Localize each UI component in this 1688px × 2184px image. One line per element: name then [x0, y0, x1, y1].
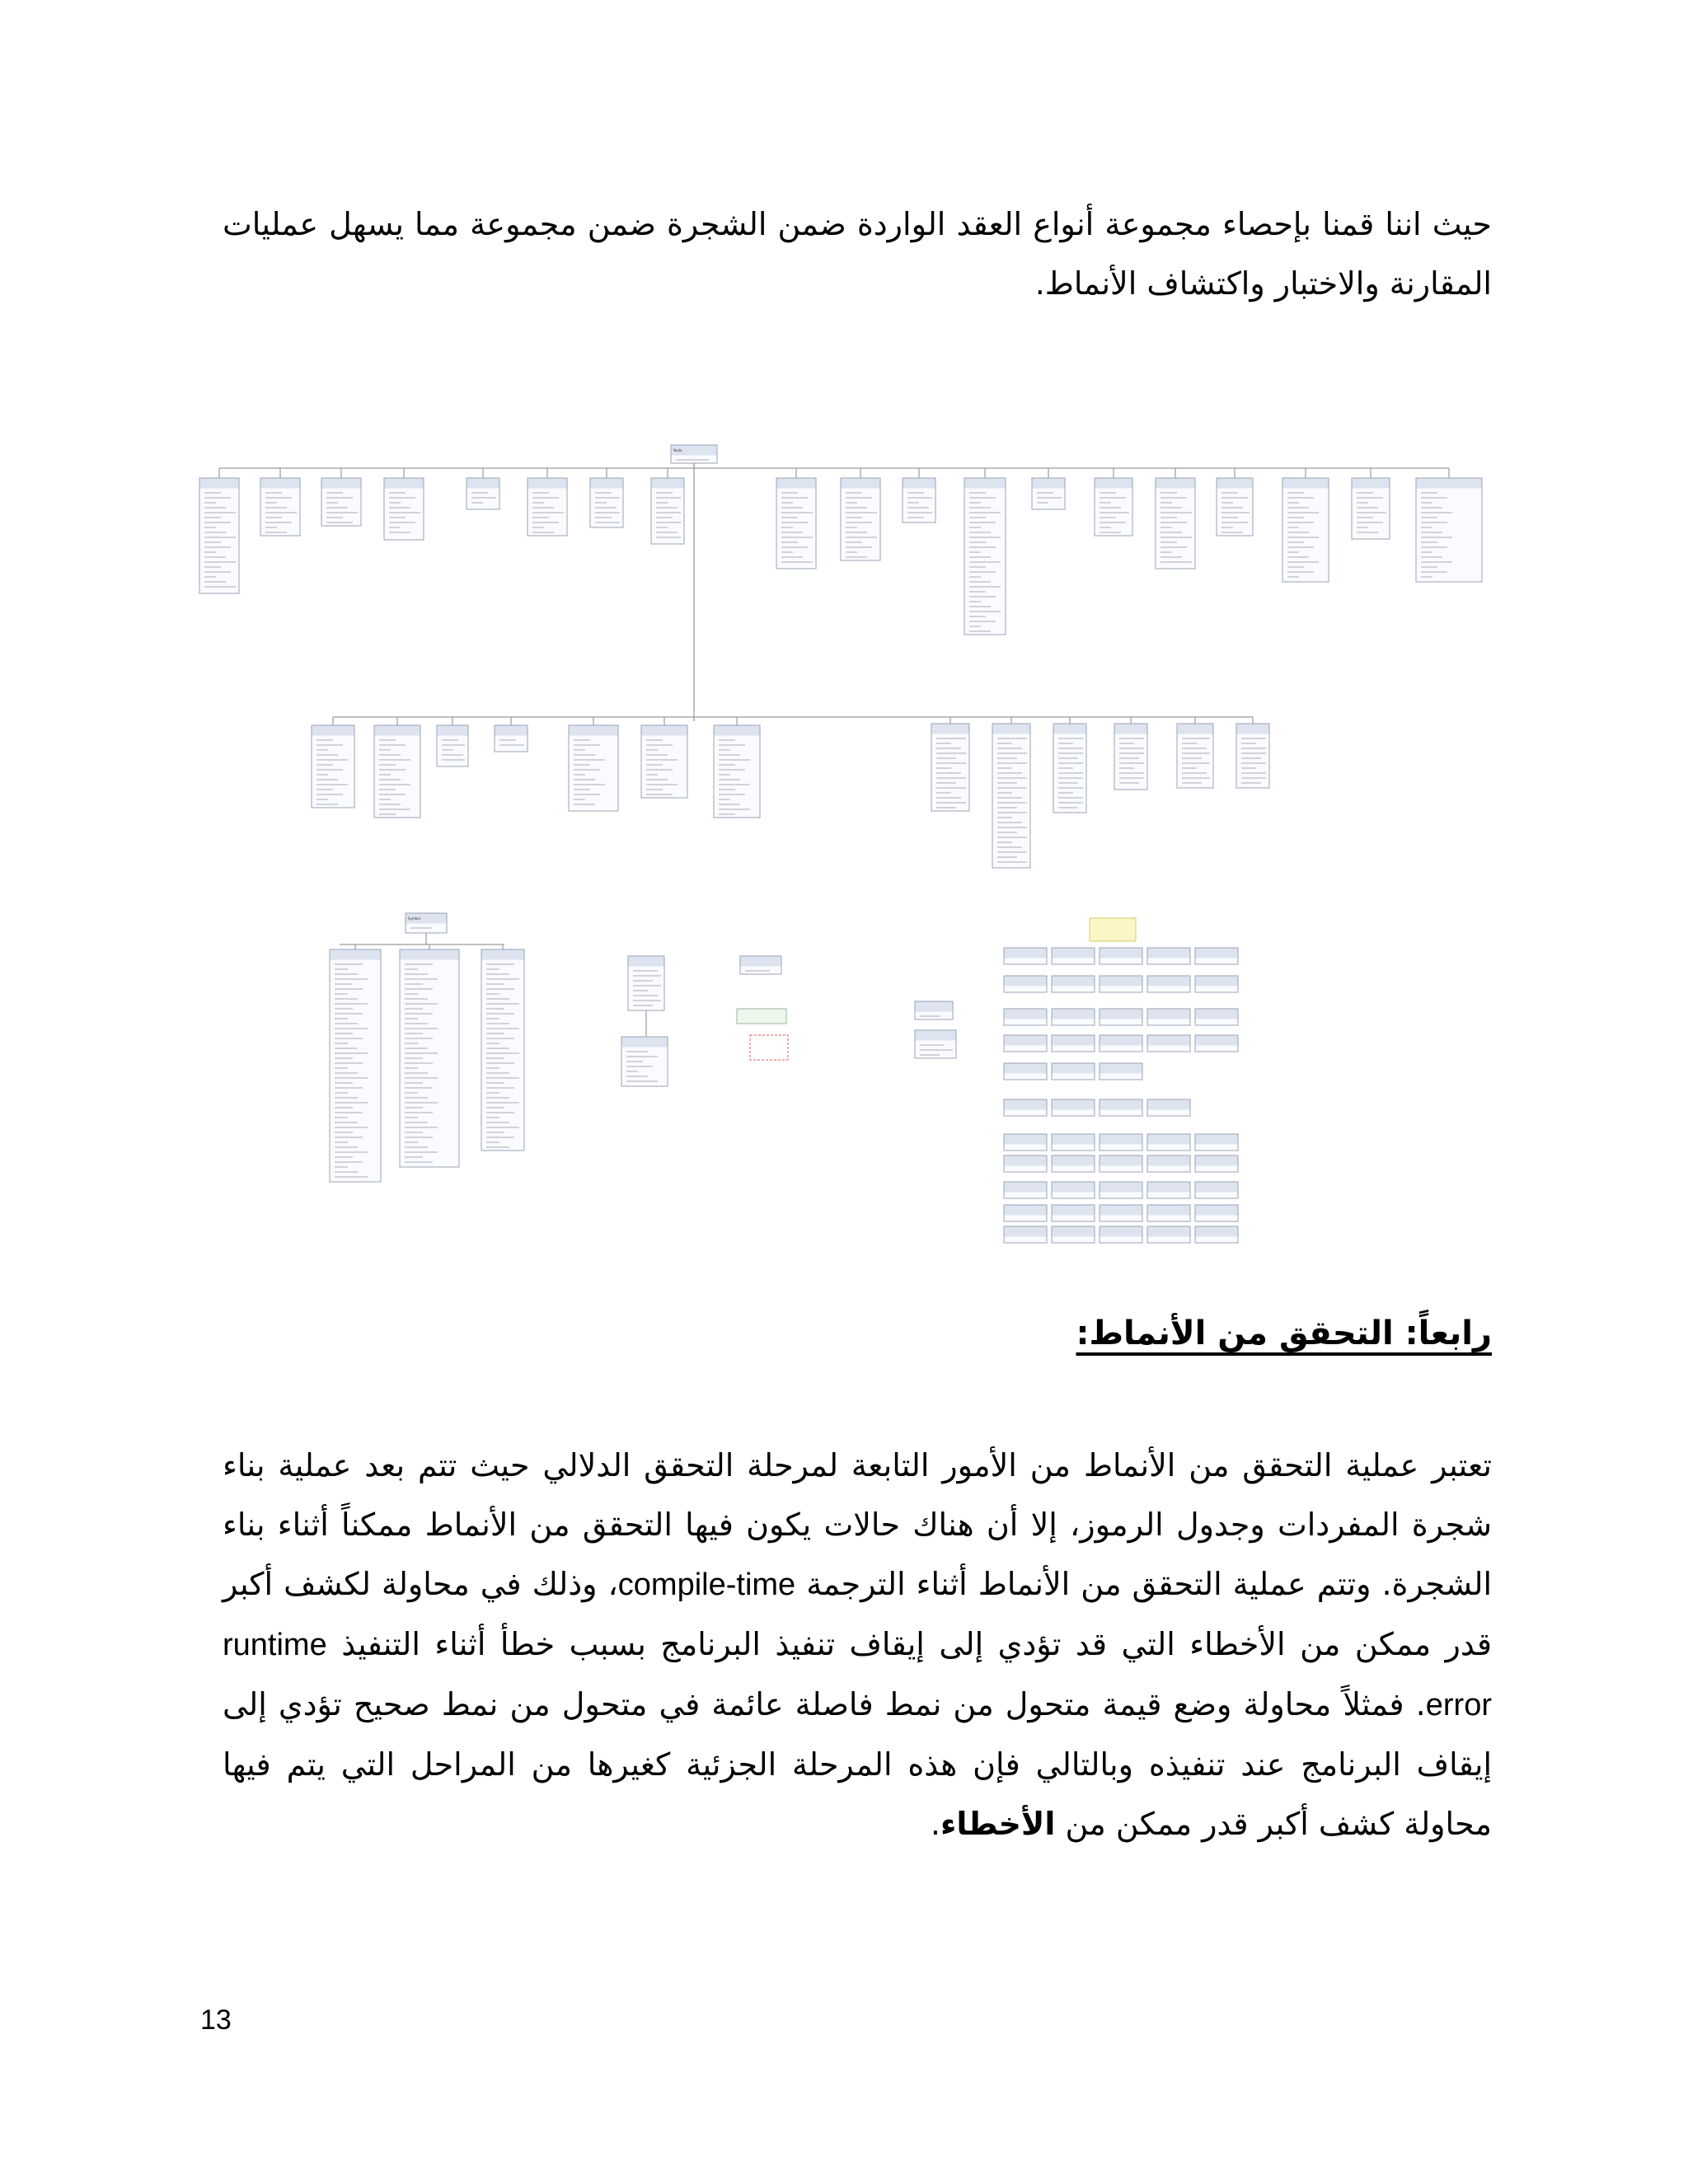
- body-text-2: ، وذلك في محاولة لكشف أكبر قدر ممكن من الأخطاء التي قد تؤدي إلى إيقاف تنفيذ البرنامج بسبب خطأ أثناء التنفيذ: [223, 1566, 1492, 1662]
- class-box-header: [1148, 1010, 1190, 1019]
- class-box-header: [1005, 1206, 1047, 1216]
- section-heading: رابعاً: التحقق من الأنماط:: [1076, 1315, 1492, 1352]
- class-box-header: [1100, 1100, 1142, 1110]
- note-box-dashed: [750, 1035, 788, 1060]
- body-text-3: . فمثلاً محاولة وضع قيمة متحول من نمط فاصلة عائمة في متحول من نمط صحيح تؤدي إلى إيقاف البرنامج عند تنفيذه وبالتالي فإن هذه المرحلة الجزئية كغيرها من المراحل التي يتم فيها محاولة كشف أكبر قدر ممكن من: [223, 1686, 1492, 1842]
- class-box-header: [1115, 724, 1147, 734]
- class-box-header: [1148, 1156, 1190, 1166]
- class-box-header: [591, 479, 623, 489]
- note-box: [737, 1009, 786, 1024]
- class-box-header: [1148, 1206, 1190, 1216]
- sticky-note: [1090, 918, 1136, 941]
- class-box-header: [1100, 1135, 1142, 1145]
- class-box-header: [1237, 724, 1269, 734]
- class-box-header: [322, 479, 361, 489]
- class-box-header: [1196, 1206, 1238, 1216]
- class-box-header: [652, 479, 684, 489]
- class-box-header: [1196, 949, 1238, 958]
- class-box-header: [1148, 1183, 1190, 1193]
- class-box-header: [1196, 977, 1238, 987]
- class-box-header: [1005, 1183, 1047, 1193]
- class-box: [714, 725, 760, 818]
- class-box-header: [1196, 1010, 1238, 1019]
- page-number: 13: [200, 2004, 232, 2036]
- class-box-header: [1100, 1036, 1142, 1046]
- class-box-header: [1148, 1100, 1190, 1110]
- class-box-header: [1148, 1036, 1190, 1046]
- class-box-header: [1217, 479, 1253, 489]
- class-box-header: [1054, 724, 1086, 734]
- class-box-header: [629, 957, 664, 967]
- class-box: [992, 724, 1030, 868]
- class-box-header: [715, 726, 760, 736]
- class-box-header: [401, 950, 459, 960]
- body-paragraph: [223, 1436, 1492, 1854]
- class-box-header: [1100, 1064, 1142, 1074]
- term-runtime-error: runtime error: [223, 1628, 1492, 1722]
- class-box: [312, 725, 354, 808]
- class-box-header: [842, 479, 880, 489]
- class-box-header: [1053, 1183, 1095, 1193]
- term-compile-time: compile-time: [617, 1568, 796, 1602]
- class-box-header: [642, 726, 687, 736]
- class-box-header: [1005, 1227, 1047, 1237]
- class-box-header: [1053, 949, 1095, 958]
- class-box-header: [467, 479, 499, 489]
- class-box-header: [1005, 1064, 1047, 1074]
- class-box-header: [1100, 1183, 1142, 1193]
- class-box-header: [1053, 1156, 1095, 1166]
- class-box-header: [1417, 479, 1482, 489]
- class-box: [569, 725, 618, 811]
- class-box-header: [1156, 479, 1195, 489]
- class-box-header: [1196, 1227, 1238, 1237]
- class-box-header: [1005, 949, 1047, 958]
- class-box-header: [1005, 1135, 1047, 1145]
- body-final: .: [930, 1806, 940, 1842]
- class-box-header: [331, 950, 381, 960]
- class-box-header: [312, 726, 354, 736]
- class-box-header: [1053, 977, 1095, 987]
- class-box-header: [528, 479, 567, 489]
- class-box: [641, 725, 687, 798]
- class-box-header: [1100, 1227, 1142, 1237]
- class-box-header: [916, 1031, 956, 1041]
- class-box-header: [495, 726, 528, 736]
- class-box-header: [1033, 479, 1065, 489]
- class-box-header: [1148, 1135, 1190, 1145]
- class-box-header: [1053, 1036, 1095, 1046]
- class-box-title: Symbol: [408, 916, 420, 921]
- class-box-header: [1178, 724, 1213, 734]
- body-bold-end: الأخطاء: [940, 1806, 1056, 1842]
- class-box-header: [1196, 1036, 1238, 1046]
- class-box-header: [1353, 479, 1390, 489]
- class-box-header: [1283, 479, 1329, 489]
- class-box-header: [993, 724, 1030, 734]
- class-box-header: [385, 479, 424, 489]
- body-text-1: تعتبر عملية التحقق من الأنماط من الأمور التابعة لمرحلة التحقق الدلالي حيث تتم بعد عملية بناء شجرة المفردات وجدول الرموز، إلا أن هناك حالات يكون فيها التحقق من الأنماط ممكناً أثناء بناء الشجرة. وتتم عملية التحقق من الأنماط أثناء الترجمة: [223, 1447, 1492, 1602]
- class-box: [776, 478, 816, 569]
- class-box-header: [1005, 1156, 1047, 1166]
- class-box-header: [1100, 1206, 1142, 1216]
- class-box-header: [1053, 1100, 1095, 1110]
- class-box-header: [916, 1002, 953, 1012]
- class-box-header: [200, 479, 239, 489]
- class-box: [841, 478, 880, 560]
- class-box-header: [1053, 1227, 1095, 1237]
- class-box-header: [1100, 1156, 1142, 1166]
- class-box: [1156, 478, 1195, 569]
- class-box: [481, 949, 524, 1151]
- class-box: [374, 725, 420, 818]
- class-box-header: [570, 726, 618, 736]
- class-box-header: [1053, 1206, 1095, 1216]
- class-box-header: [1196, 1135, 1238, 1145]
- class-box-header: [741, 957, 781, 967]
- class-box-header: [1100, 949, 1142, 958]
- class-box: [1416, 478, 1482, 582]
- class-box: [199, 478, 239, 593]
- class-box-header: [1005, 1100, 1047, 1110]
- class-box-header: [1005, 1036, 1047, 1046]
- class-box-header: [1005, 1010, 1047, 1019]
- class-box-header: [1196, 1183, 1238, 1193]
- class-box-header: [1196, 1156, 1238, 1166]
- class-box-header: [777, 479, 816, 489]
- class-box: [1282, 478, 1329, 582]
- class-box-header: [1053, 1064, 1095, 1074]
- class-box-header: [1100, 977, 1142, 987]
- class-box-header: [375, 726, 420, 736]
- class-box-header: [965, 479, 1006, 489]
- class-diagram: [190, 429, 1508, 1253]
- class-box-header: [438, 726, 468, 736]
- class-box-header: [1095, 479, 1132, 489]
- class-box-header: [903, 479, 935, 489]
- class-box-header: [1100, 1010, 1142, 1019]
- class-box-header: [1053, 1135, 1095, 1145]
- class-box-header: [622, 1038, 668, 1047]
- class-box-header: [932, 724, 969, 734]
- class-box-title: Node: [673, 448, 682, 452]
- class-box-header: [1148, 977, 1190, 987]
- class-box-header: [1005, 977, 1047, 987]
- class-box-header: [1148, 949, 1190, 958]
- class-box-header: [261, 479, 300, 489]
- class-box-header: [482, 950, 524, 960]
- class-box-header: [1148, 1227, 1190, 1237]
- class-box-header: [1053, 1010, 1095, 1019]
- intro-paragraph: حيث اننا قمنا بإحصاء مجموعة أنواع العقد الواردة ضمن الشجرة ضمن مجموعة مما يسهل عمليات المقارنة والاختبار واكتشاف الأنماط.: [223, 206, 1492, 302]
